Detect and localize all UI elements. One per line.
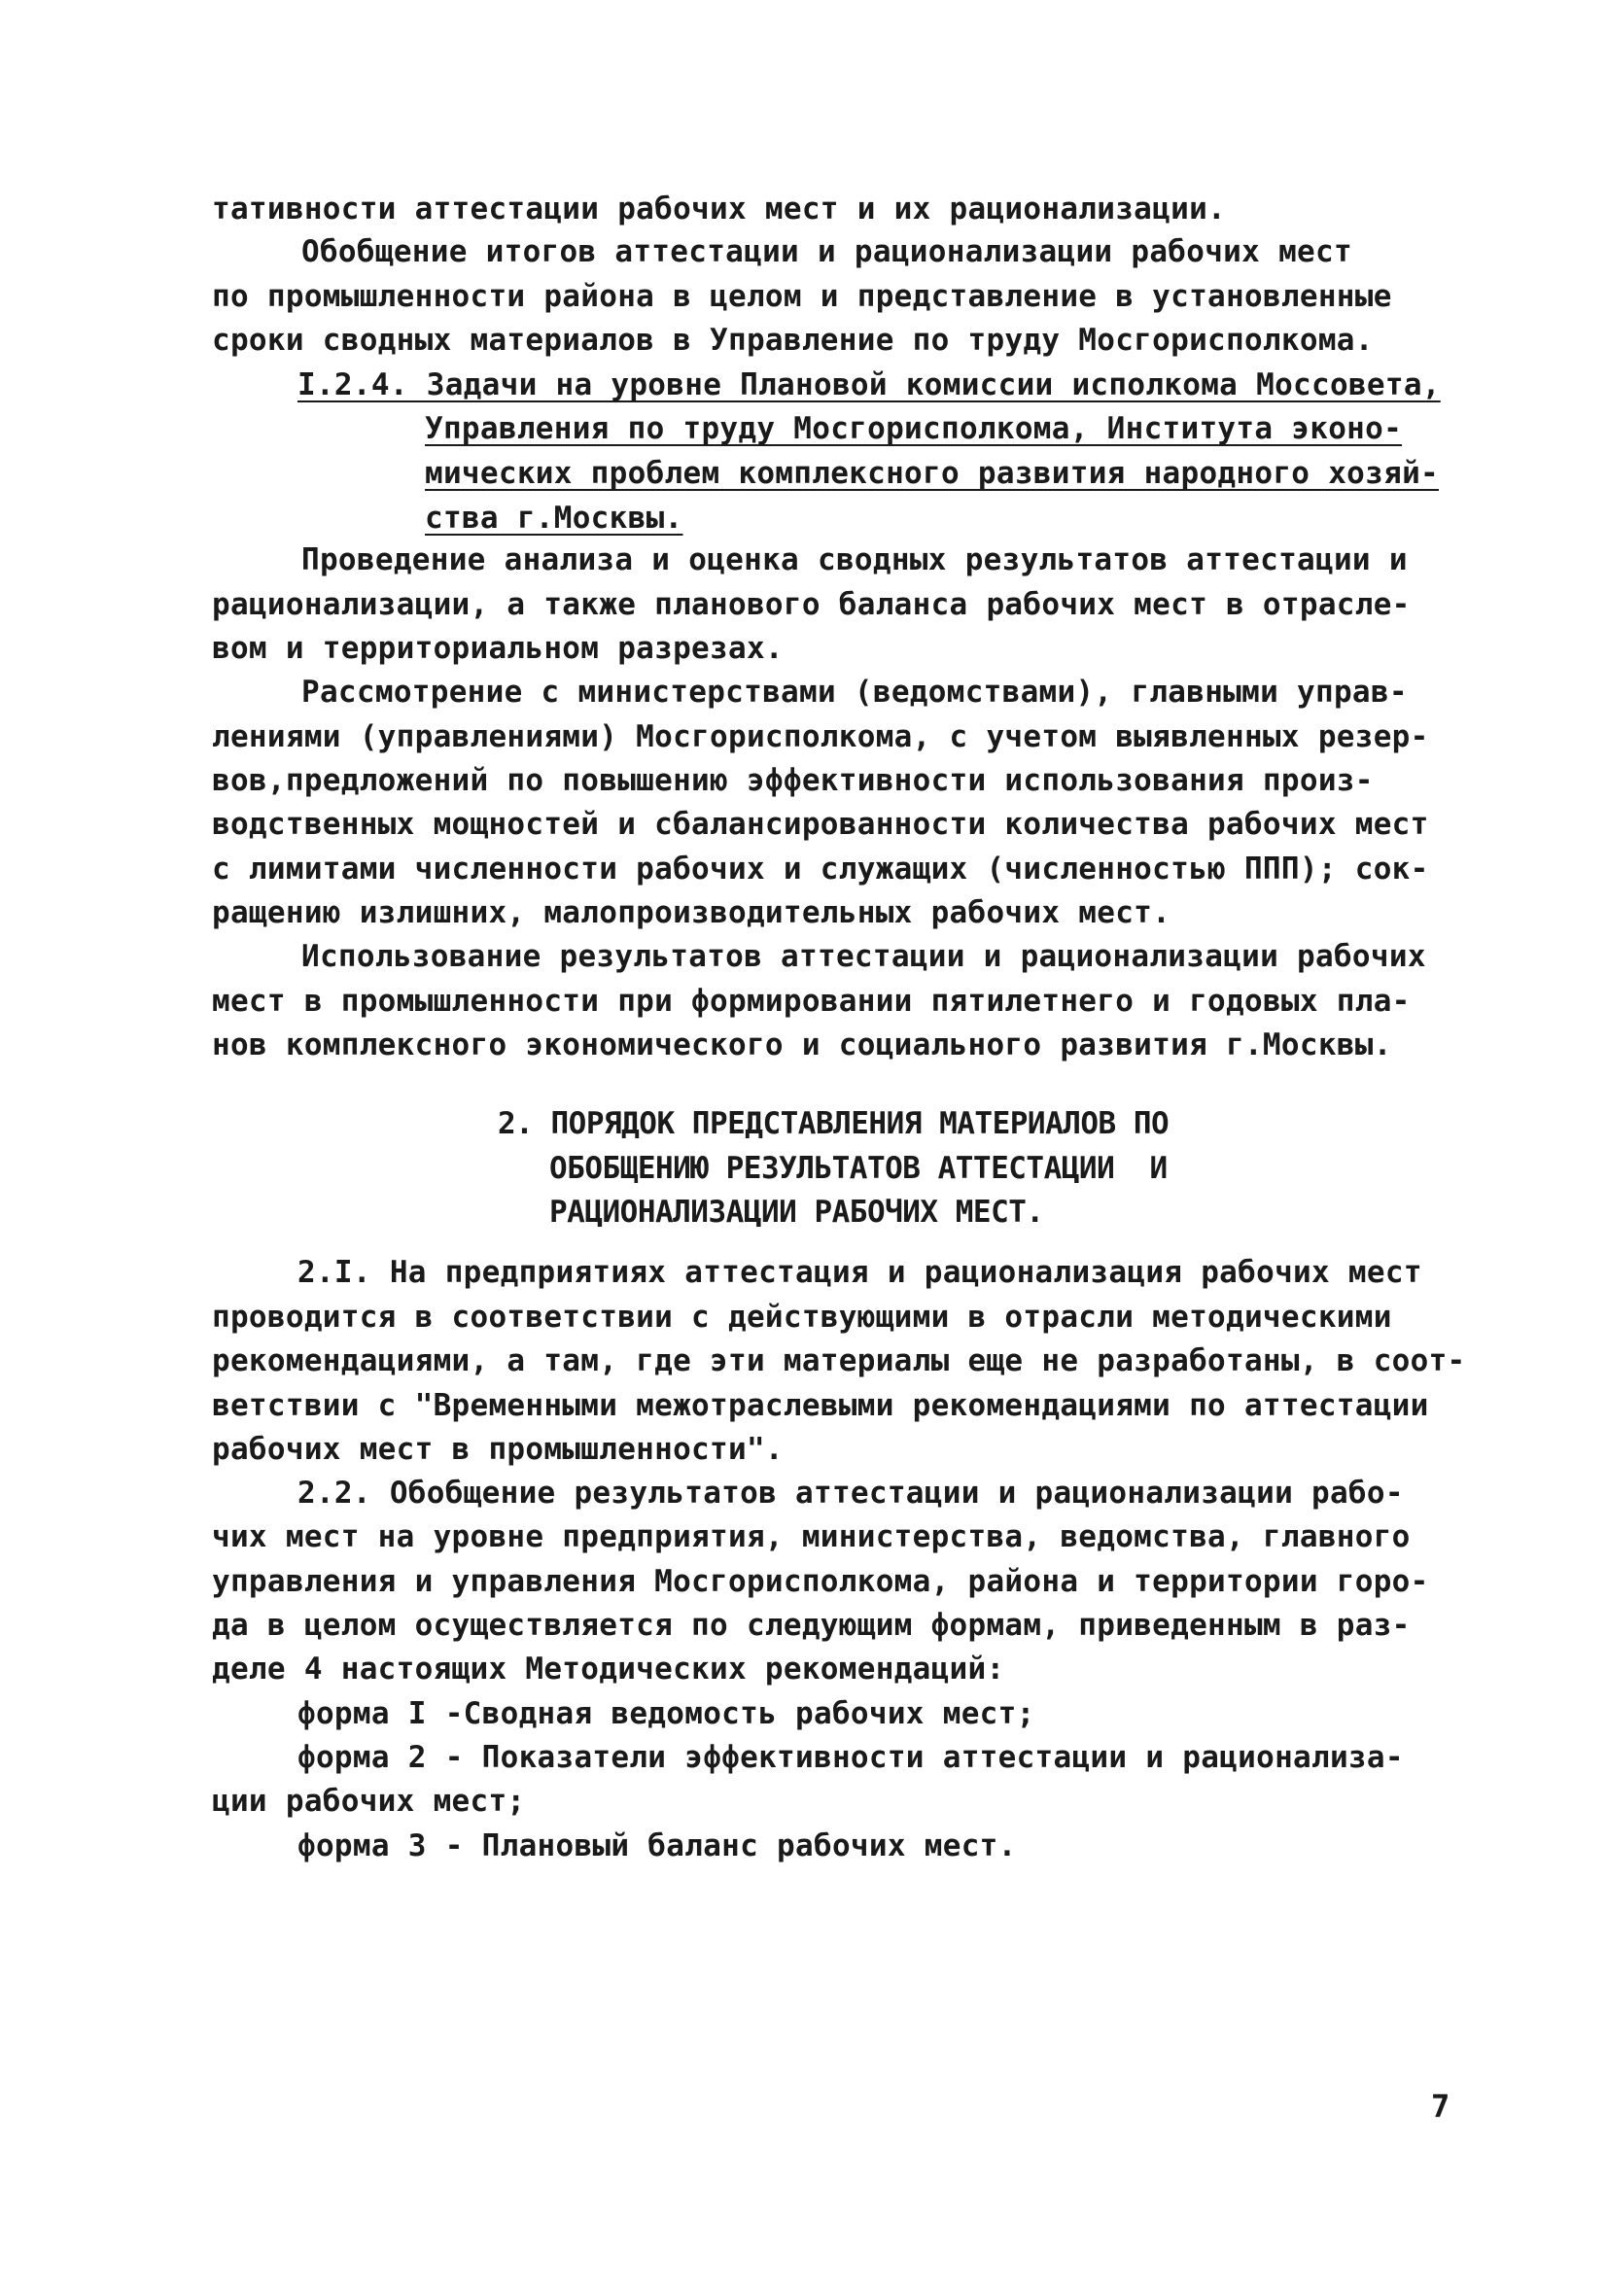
text-line: вов,предложений по повышению эффективности использования произ- xyxy=(212,763,1374,798)
text-line: форма 3 - Плановый баланс рабочих мест. xyxy=(297,1828,1017,1863)
text-line: Использование результатов аттестации и рационализации рабочих xyxy=(301,939,1426,974)
text-line: управления и управления Мосгорисполкома, района и территории горо- xyxy=(212,1564,1429,1599)
section-heading-line: РАЦИОНАЛИЗАЦИИ РАБОЧИХ МЕСТ. xyxy=(549,1195,1044,1230)
subsection-heading-line: Управления по труду Мосгорисполкома, Института эконо- xyxy=(425,411,1403,446)
text-line: мест в промышленности при формировании пятилетнего и годовых пла- xyxy=(212,984,1411,1019)
text-line: ращению излишних, малопроизводительных рабочих мест. xyxy=(212,895,1171,930)
text-line: сроки сводных материалов в Управление по труду Мосгорисполкома. xyxy=(212,323,1374,358)
subsection-heading-line: I.2.4. Задачи на уровне Плановой комиссии исполкома Моссовета, xyxy=(297,367,1441,402)
page-number: 7 xyxy=(1431,2088,1450,2125)
section-heading-line: ОБОБЩЕНИЮ РЕЗУЛЬТАТОВ АТТЕСТАЦИИ И xyxy=(549,1151,1168,1186)
text-line: лениями (управлениями) Мосгорисполкома, с учетом выявленных резер- xyxy=(212,719,1429,754)
subsection-heading-line: ства г.Москвы. xyxy=(425,501,683,536)
text-line: по промышленности района в целом и представление в установленные xyxy=(212,279,1392,314)
text-line: ветствии с "Временными межотраслевыми рекомендациями по аттестации xyxy=(212,1388,1429,1423)
text-line: да в целом осуществляется по следующим формам, приведенным в раз- xyxy=(212,1608,1411,1643)
section-heading-line: 2. ПОРЯДОК ПРЕДСТАВЛЕНИЯ МАТЕРИАЛОВ ПО xyxy=(498,1106,1170,1141)
text-line: рабочих мест в промышленности". xyxy=(212,1432,784,1467)
text-line: тативности аттестации рабочих мест и их рационализации. xyxy=(212,191,1226,226)
subsection-heading-line: мических проблем комплексного развития народного хозяй- xyxy=(425,456,1439,491)
text-line: ции рабочих мест; xyxy=(212,1784,526,1819)
text-line: нов комплексного экономического и социального развития г.Москвы. xyxy=(212,1027,1392,1062)
text-line: рекомендациями, а там, где эти материалы еще не разработаны, в соот- xyxy=(212,1343,1466,1378)
text-line: проводится в соответствии с действующими в отрасли методическими xyxy=(212,1300,1392,1335)
text-line: вом и территориальном разрезах. xyxy=(212,631,784,666)
text-line: форма 2 - Показатели эффективности аттестации и рационализа- xyxy=(297,1740,1404,1775)
text-line: Рассмотрение с министерствами (ведомствами), главными управ- xyxy=(301,675,1408,710)
text-line: с лимитами численности рабочих и служащих (численностью ППП); сок- xyxy=(212,852,1429,887)
text-line: Проведение анализа и оценка сводных результатов аттестации и xyxy=(301,542,1408,577)
text-line: 2.2. Обобщение результатов аттестации и рационализации рабо- xyxy=(297,1476,1404,1511)
text-line: водственных мощностей и сбалансированности количества рабочих мест xyxy=(212,807,1429,842)
text-line: деле 4 настоящих Методических рекомендаций: xyxy=(212,1652,1005,1687)
text-line: 2.I. На предприятиях аттестация и рационализация рабочих мест xyxy=(297,1255,1422,1290)
text-line: Обобщение итогов аттестации и рационализации рабочих мест xyxy=(301,234,1352,269)
text-line: форма I -Сводная ведомость рабочих мест; xyxy=(297,1696,1035,1731)
text-line: чих мест на уровне предприятия, министерства, ведомства, главного xyxy=(212,1519,1411,1554)
text-line: рационализации, а также планового баланса рабочих мест в отрасле- xyxy=(212,587,1411,622)
